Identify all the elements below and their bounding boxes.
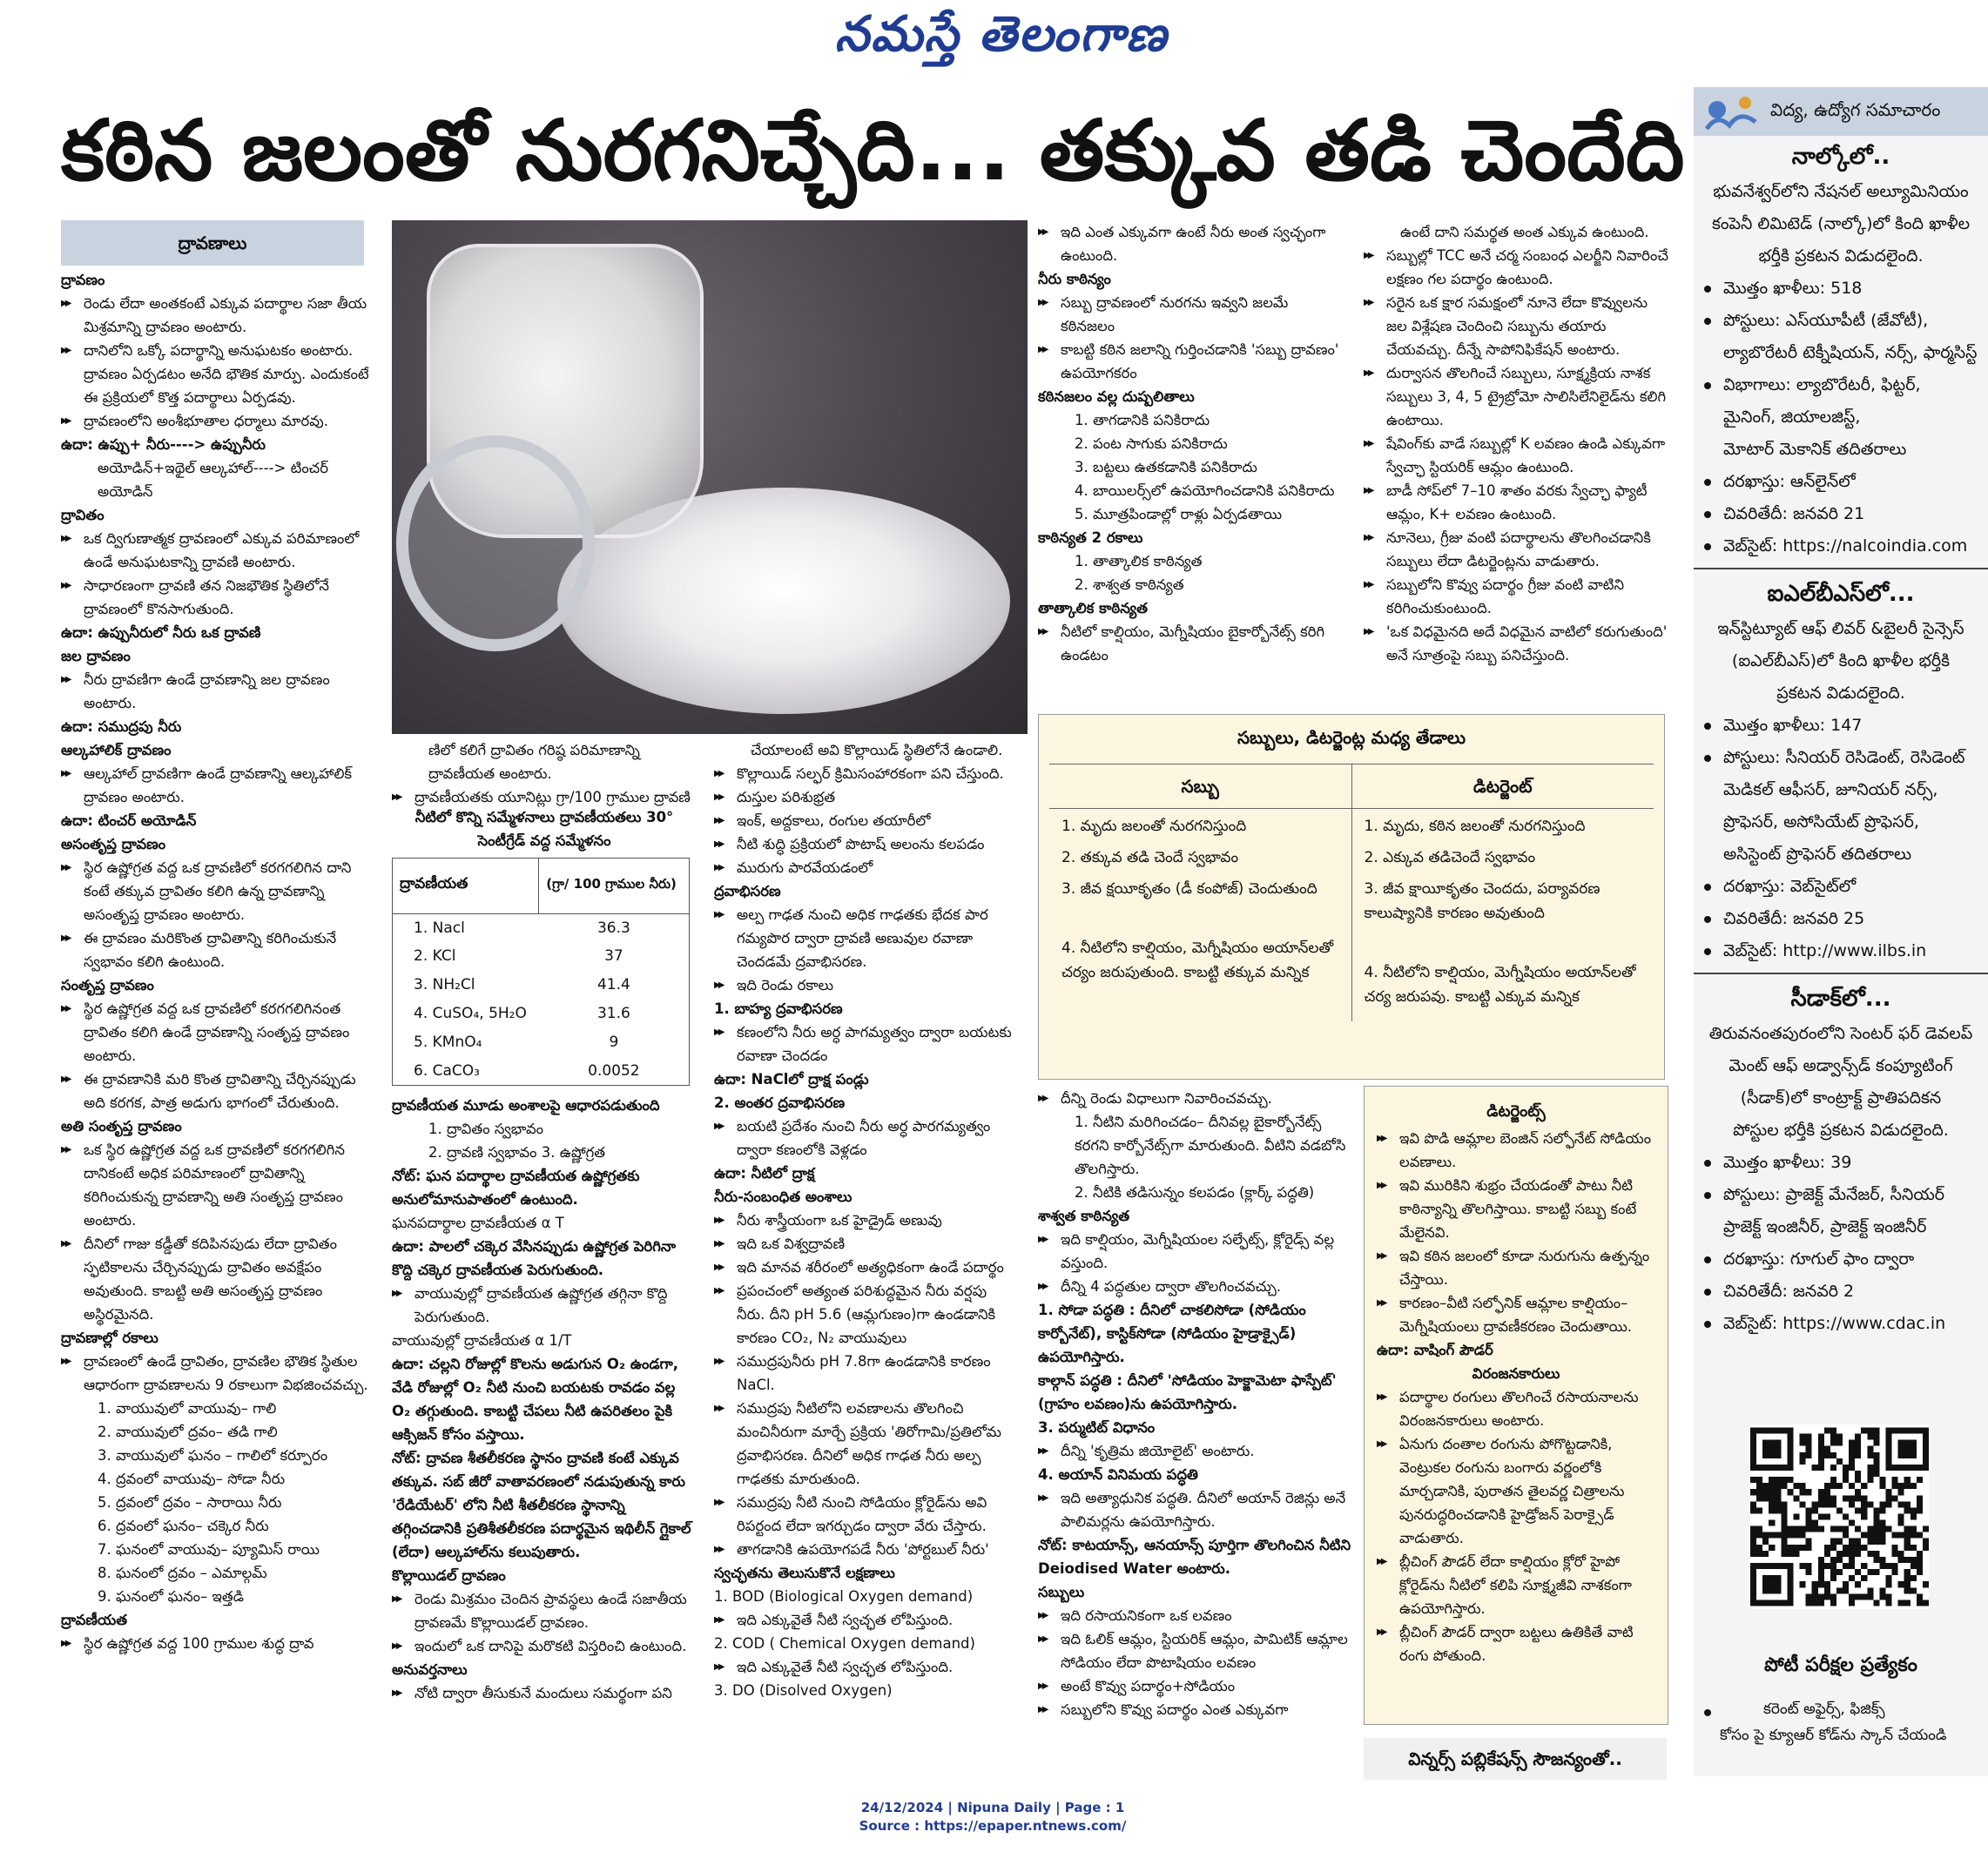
bullet-paragraph: ▶▶ 'ఒక విధమైనది అదే విధమైన వాటిలో కరుగుతుంది' అనే సూత్రంపై సబ్బు పనిచేస్తుంది. — [1364, 620, 1668, 667]
text-line: 2. పంట సాగుకు పనికిరాదు — [1075, 435, 1228, 452]
bullet-paragraph: ▶▶ స్థిర ఉష్ణోగ్రత వద్ద ఒక ద్రావణిలో కరగగలిగిన దాని కంటే తక్కువ ద్రావితం కలిగి ఉన్న ద్రావణాన్ని అసంతృప్త ద్రావణం అంటారు. — [61, 856, 370, 926]
table-row — [393, 942, 690, 971]
jar-lid-image — [396, 435, 595, 651]
bullet-paragraph: ▶▶ నీటిలో కాల్షియం, మెగ్నీషియం బైకార్బోనేట్స్ కరిగి ఉండటం — [1038, 620, 1343, 667]
subheading: 1. సోడా పద్ధతి : దీనిలో చాకలిసోడా (సోడియం కార్బోనేట్), కాస్టిక్‌సోడా (సోడియం హైడ్రాక్సైడ్) ఉపయోగిస్తారు. — [1038, 1302, 1306, 1365]
table-row — [393, 1057, 690, 1086]
bullet-paragraph: ▶▶ ఈ ద్రావణం మరికొంత ద్రావితాన్ని కరిగించుకునే స్వభావం కలిగి ఉంటుంది. — [61, 926, 370, 973]
subheading: ఉదా: చల్లని రోజుల్లో కొలను అడుగున O₂ ఉండగా, వేడి రోజుల్లో O₂ నీటి నుంచి బయటకు రావడం వల్ల O₂ తగ్గుతుంది. కాబట్టి చేపలు నీటి ఉపరితలం పైకి ఆక్సిజన్ కోసం వస్తాయి. — [392, 1356, 679, 1443]
bullet-paragraph: ▶▶ సబ్బులోని కొవ్వు పదార్థం ఎంత ఎక్కువగా — [1038, 1698, 1351, 1721]
bullet-paragraph: ▶▶ కాబట్టి కఠిన జలాన్ని గుర్తించడానికి 'సబ్బు ద్రావణం' ఉపయోగకరం — [1038, 338, 1343, 385]
section-divider — [1694, 568, 1988, 569]
compound-cell: 2. KCl — [414, 947, 456, 966]
subheading: కాల్గాన్ పద్ధతి : దీనిలో 'సోడియం హెక్జామెటా ఫాస్పేట్' (గ్రాహం లవణం)ను ఉపయోగిస్తారు. — [1038, 1372, 1337, 1412]
compound-cell: 3. NH₂Cl — [414, 976, 475, 994]
solubility-cell: 36.3 — [596, 919, 630, 937]
text-line: 2. వాయువులో ద్రవం– తడి గాలి — [98, 1424, 278, 1440]
bullet-paragraph: ▶▶ సబ్బుల్లో TCC అనే చర్మ సంబంధ ఎలర్జీని నివారించే లక్షణం గల పదార్థం ఉంటుంది. — [1364, 244, 1668, 291]
job-detail-item: చివరితేదీ: జనవరి 2 — [1694, 1276, 1988, 1308]
bullet-paragraph: ▶▶ షేవింగ్‌కు వాడే సబ్బుల్లో K లవణం ఉండి ఎక్కువగా స్వేచ్ఛా స్టియరిక్ ఆమ్లం ఉంటుంది. — [1364, 432, 1668, 479]
article-column-2-bottom — [392, 1094, 697, 1768]
table-row — [393, 913, 690, 942]
bullet-paragraph: ▶▶ నీరు శాస్త్రీయంగా ఒక హైడ్రైడ్ అణువు — [714, 1209, 1019, 1232]
subheading: సబ్బులు — [1038, 1584, 1085, 1600]
job-intro-line: ఇన్‌స్టిట్యూట్ ఆఫ్ లివర్ &బైలరీ సైన్సెస్ — [1717, 619, 1964, 638]
qr-caption: పోటీ పరీక్షల ప్రత్యేకం — [1764, 1654, 1917, 1676]
section-title: ద్రావణాలు — [61, 220, 364, 266]
job-detail-item: వెబ్‌సైట్: http://www.ilbs.in — [1694, 935, 1988, 967]
subheading: ఉదా: సముద్రపు నీరు — [61, 718, 182, 735]
job-detail-continuation: ప్రాజెక్ట్ ఇంజినీర్, ప్రాజెక్ట్ ఇంజినీర్ — [1723, 1217, 1927, 1236]
text-line: వాయువుల్లో ద్రావణీయత α 1/T — [392, 1332, 572, 1349]
subheading: ద్రావితం — [61, 507, 104, 523]
bullet-paragraph: ▶▶ సబ్బు ద్రావణంలో నురగను ఇవ్వని జలమే కఠినజలం — [1038, 291, 1343, 338]
text-line: ఘనపదార్థాల ద్రావణీయత α T — [392, 1215, 564, 1231]
bullet-paragraph: ▶▶ సముద్రపునీరు pH 7.8గా ఉండడానికి కారణం NaCl. — [714, 1350, 1019, 1397]
bullet-paragraph: ▶▶ ఏనుగు దంతాల రంగును పోగొట్టడానికి, వెంట్రుకల రంగును బంగారు వర్ణంలోకి మార్చడానికి, పురాతన తైలవర్ణ చిత్రాలను పునరుద్ధరించడానికి హైడ్రోజన్ పెరాక్సైడ్ వాడుతారు. — [1377, 1432, 1655, 1550]
section-divider — [1694, 973, 1988, 974]
job-detail-item: విభాగాలు: ల్యాబొరేటరీ, ఫిట్టర్, — [1694, 369, 1988, 401]
subheading: 2. అంతర ద్రవాభిసరణ — [714, 1094, 846, 1111]
bullet-paragraph: ▶▶ ద్రావణంలోని అంశీభూతాల ధర్మాలు మారవు. — [61, 409, 370, 433]
bullet-paragraph: ▶▶ దీన్ని 4 పద్ధతుల ద్వారా తొలగించవచ్చు. — [1038, 1275, 1351, 1298]
job-detail-item: దరఖాస్తు: ఆన్‌లైన్‌లో — [1694, 466, 1988, 498]
article-column-4-bottom — [1038, 1087, 1351, 1768]
subheading: ఉదా: NaClలో ద్రాక్ష పండ్లు — [714, 1071, 869, 1088]
bullet-paragraph: ▶▶ స్థిర ఉష్ణోగ్రత వద్ద ఒక ద్రావణిలో కరగగలిగినంత ద్రావితం కలిగి ఉండే ద్రావణాన్ని సంతృప్త ద్రావణం అంటారు. — [61, 997, 370, 1067]
job-detail-item: దరఖాస్తు: గూగుల్ ఫాం ద్వారా — [1694, 1243, 1988, 1276]
bullet-paragraph: ▶▶ పదార్థాల రంగులు తొలగించే రసాయనాలను విరంజనకారులు అంటారు. — [1377, 1385, 1655, 1432]
table-head-compound: ద్రావణీయత — [393, 859, 539, 914]
qr-code-icon[interactable] — [1750, 1424, 1929, 1609]
compound-cell: 6. CaCO₃ — [414, 1061, 480, 1080]
subheading: ద్రావణం — [61, 272, 105, 288]
bullet-paragraph: ▶▶ ఒక ద్విగుణాత్మక ద్రావణంలో ఎక్కువ పరిమాణంలో ఉండే అనుఘటకాన్ని ద్రావణి అంటారు. — [61, 527, 370, 574]
bullet-paragraph: ▶▶ ఇది రసాయనికంగా ఒక లవణం — [1038, 1604, 1351, 1627]
bullet-paragraph: ▶▶ సరైన ఒక క్షార సమక్షంలో నూనె లేదా కొవ్వులను జల విశ్లేషణ చెందించి సబ్బును తయారు చేయవచ్చు. దీన్నే సాపోనిఫికేషన్ అంటారు. — [1364, 291, 1668, 361]
subheading: ఉదా: పాలలో చక్కెర వేసినప్పుడు ఉష్ణోగ్రత పెరిగినా కొద్ది చక్కెర ద్రావణీయత పెరుగుతుంది. — [392, 1238, 676, 1278]
comparison-table — [1049, 764, 1654, 1021]
bullet-paragraph: ▶▶ అల్ప గాఢత నుంచి అధిక గాఢతకు భేదక పార గమ్యపొర ద్వారా ద్రావణి అణువుల రవాణా చెందడమే ద్రవాభిసరణ. — [714, 903, 1019, 973]
bullet-paragraph: ▶▶ బయటి ప్రదేశం నుంచి నీరు అర్ధ పారగమ్యత్వం ద్వారా కణంలోకి వెళ్లడం — [714, 1115, 1019, 1162]
text-line: ఉంటే దాని సమర్థత అంత ఎక్కువ ఉంటుంది. — [1400, 224, 1649, 240]
bullet-paragraph: ▶▶ ఒక స్థిర ఉష్ణోగ్రత వద్ద ఒక ద్రావణిలో కరగగలిగిన దానికంటే అధిక పరిమాణంలో ద్రావితాన్ని కరిగించుకున్న ద్రావణాన్ని అతి సంతృప్త ద్రావణం అంటారు. — [61, 1138, 370, 1232]
subheading: జల ద్రావణం — [61, 648, 131, 664]
bullet-paragraph: ▶▶ సముద్రపు నీటి నుంచి సోడియం క్లోరైడ్‌ను అవి రిపర్టంద లేదా ఇగర్చుడం ద్వారా వేరు చేస్తారు. — [714, 1491, 1019, 1538]
job-detail-item: మొత్తం ఖాళీలు: 518 — [1694, 273, 1988, 305]
bullet-paragraph: ▶▶ దుస్తుల పరిశుభ్రత — [714, 785, 1019, 809]
text-line: అయోడిన్+ఇథైల్ ఆల్కహాల్----> టించర్ అయోడిన్ — [98, 460, 329, 500]
subheading: ఉదా: వాషింగ్ పౌడర్ — [1377, 1342, 1493, 1358]
bullet-paragraph: ▶▶ కొల్లాయిడ్ సల్ఫర్ క్రిమిసంహారకంగా పని చేస్తుంది. — [714, 762, 1019, 785]
bullet-paragraph: ▶▶ ఇది రెండు రకాలు — [714, 973, 1019, 997]
job-detail-item: దరఖాస్తు: వెబ్‌సైట్‌లో — [1694, 871, 1988, 903]
subheading: ఉదా: ఉప్పునీరులో నీరు ఒక ద్రావణి — [61, 624, 261, 641]
bullet-paragraph: ▶▶ ఇది కాల్షియం, మెగ్నీషియంల సల్ఫేట్స్, క్లోరైడ్స్ వల్ల వస్తుంది. — [1038, 1228, 1351, 1275]
qr-note-line2: కోసం పై క్యూఆర్ కోడ్‌ను స్కాన్ చేయండి — [1720, 1727, 1947, 1744]
article-column-3 — [714, 738, 1019, 1768]
credit-banner: విన్నర్స్ పబ్లికేషన్స్ సౌజన్యంతో.. — [1364, 1738, 1667, 1780]
subheading: తాత్కాలిక కాఠిన్యత — [1038, 600, 1149, 616]
subheading: ఉదా: నీటిలో ద్రాక్ష — [714, 1165, 815, 1182]
subheading: నోట్: కాటయాన్స్, ఆనయాన్స్ పూర్తిగా తొలగించిన నీటిని Deiodised Water అంటారు. — [1038, 1537, 1351, 1577]
job-detail-item: చివరితేదీ: జనవరి 21 — [1694, 498, 1988, 530]
detergents-text — [1365, 1127, 1668, 1710]
text-line: 2. శాశ్వత కాఠిన్యత — [1075, 576, 1184, 593]
article-column-5 — [1364, 220, 1668, 708]
table-head-unit: (గ్రా/ 100 గ్రాముల నీరు) — [539, 859, 690, 914]
text-line: 2. నీటికి తడిసున్నం కలపడం (క్లార్క్ పద్ధతి) — [1075, 1184, 1315, 1201]
bullet-paragraph: ▶▶ బ్లీచింగ్ పౌడర్ లేదా కాల్షియం క్లోరో హైపో క్లోరైడ్‌ను నీటిలో కలిపి సూక్ష్మజీవి నాశకంగా ఉపయోగిస్తారు. — [1377, 1550, 1655, 1620]
text-line: 5. మూత్రపిండాల్లో రాళ్లు ఏర్పడతాయి — [1075, 506, 1283, 522]
text-line: 5. ద్రవంలో ద్రవం – సారాయి నీరు — [98, 1494, 282, 1511]
text-line: చేయాలంటే అవి కొల్లాయిడ్ స్థితిలోనే ఉండాలి. — [751, 742, 1003, 758]
subheading: నీరు-సంబంధిత అంశాలు — [714, 1189, 852, 1205]
job-detail-item: పోస్టులు: సీనియర్ రెసిడెంట్, రెసిడెంట్ — [1694, 742, 1988, 774]
article-column-2-top — [392, 738, 697, 808]
bullet-paragraph: ▶▶ ప్రపంచంలో అత్యంత పరిశుద్ధమైన నీరు వర్షపు నీరు. దీని pH 5.6 (ఆమ్లగుణం)గా ఉండడానికి కారణం CO₂, N₂ వాయువులు — [714, 1279, 1019, 1350]
bullet-paragraph: ▶▶ స్థిర ఉష్ణోగ్రత వద్ద 100 గ్రాముల శుద్ధ ద్రావ — [61, 1632, 370, 1655]
career-logo-icon — [1700, 91, 1762, 134]
subheading: నీరు కాఠిన్యం — [1038, 271, 1111, 287]
job-detail-item: వెబ్‌సైట్: https://nalcoindia.com — [1694, 530, 1988, 562]
job-intro-line: (ఐఎల్‌బీఎస్)లో కింది ఖాళీల భర్తీకి — [1731, 651, 1951, 670]
text-line: 4. ద్రవంలో వాయువు– సోడా నీరు — [98, 1471, 286, 1487]
text-line: 1. తాత్కాలిక కాఠిన్యత — [1075, 553, 1203, 569]
qr-note-bullet — [1694, 1696, 1988, 1722]
bullet-paragraph: ▶▶ సాధారణంగా ద్రావణి తన నిజభౌతిక స్థితిలోనే ద్రావణంలో కొనసాగుతుంది. — [61, 574, 370, 621]
solubility-table — [392, 858, 690, 1086]
qr-note — [1694, 1696, 1988, 1748]
bullet-paragraph: ▶▶ ఇది అత్యాధునిక పద్ధతి. దీనిలో అయాన్ రెజిన్లు అనే పాలిమర్లను ఉపయోగిస్తారు. — [1038, 1486, 1351, 1533]
page-footer — [784, 1799, 1202, 1835]
text-line: 1. ద్రావితం స్వభావం — [428, 1121, 544, 1137]
table-row — [393, 971, 690, 1000]
job-detail-item: చివరితేదీ: జనవరి 25 — [1694, 903, 1988, 935]
text-line: 6. ద్రవంలో ఘనం– చక్కెర నీరు — [98, 1518, 269, 1534]
solubility-cell: 31.6 — [596, 1005, 630, 1023]
bullet-paragraph: ▶▶ ఇంక్, అద్దకాలు, రంగుల తయారీలో — [714, 809, 1019, 832]
bullet-paragraph: ▶▶ దీనిలో గాజు కడ్డీతో కదిపినపుడు లేదా ద్రావితం స్ఫటికాలను చేర్చినప్పుడు ద్రావితం అవక్షేపం అవుతుంది. కాబట్టి అతి అసంతృప్త ద్రావణం అస్థిరమైనది. — [61, 1232, 370, 1326]
soap-properties — [1049, 809, 1351, 1022]
job-intro-line: మెంట్ ఆఫ్ అడ్వాన్స్‌డ్ కంప్యూటింగ్ — [1729, 1056, 1953, 1075]
job-detail-item: మొత్తం ఖాళీలు: 147 — [1694, 710, 1988, 742]
bullet-paragraph: ▶▶ నూనెలు, గ్రీజు వంటి పదార్థాలను తొలగించడానికి సబ్బులు లేదా డిటర్జెంట్లను వాడుతారు. — [1364, 526, 1668, 573]
text-line: ణిలో కలిగే ద్రావితం గరిష్ఠ పరిమాణాన్ని ద్రావణీయత అంటారు. — [428, 742, 640, 782]
solubility-cell: 37 — [604, 947, 623, 966]
subheading: నోట్: ద్రావణ శీతలీకరణ స్థానం ద్రావణి కంటే ఎక్కువ తక్కువ. సబ్ జీరో వాతావరణంలో నడుపుతున్న కారు 'రేడియేటర్' లోని నీటి శీతలీకరణ స్థానాన్ని తగ్గించడానికి ప్రతిశీతలీకరణ పదార్థమైన ఇథిలీన్ గ్లైకాల్ (లేదా) ఆల్కహాల్‌ను కలుపుతారు. — [392, 1450, 691, 1560]
text-line: 1. నీటిని మరిగించడం– దీనివల్ల బైకార్బోనేట్స్ కరగని కార్బోనేట్స్‌గా మారుతుంది. వీటిని వడబోసి తొలగిస్తారు. — [1075, 1114, 1346, 1177]
bullet-paragraph: ▶▶ దీన్ని రెండు విధాలుగా నివారించవచ్చు. — [1038, 1087, 1351, 1110]
solubility-cell: 9 — [609, 1034, 619, 1052]
bullet-paragraph: ▶▶ ఇది ఓలిక్ ఆమ్లం, స్టియరిక్ ఆమ్లం, పామిటిక్ ఆమ్లాల సోడియం లేదా పొటాషియం లవణం — [1038, 1627, 1351, 1674]
subheading: ఉదా: ఉప్పు+ నీరు----> ఉప్పునీరు — [61, 436, 266, 453]
bullet-paragraph: ▶▶ ఈ ద్రావణానికి మరి కొంత ద్రావితాన్ని చేర్చినప్పుడు అది కరగక, పాత్ర అడుగు భాగంలో చేరుతుంది. — [61, 1067, 370, 1115]
bullet-paragraph: ▶▶ మురుగు పారవేయడంలో — [714, 856, 1019, 879]
bullet-paragraph: ▶▶ ఇది ఎంత ఎక్కువగా ఉంటే నీరు అంత స్వచ్ఛంగా ఉంటుంది. — [1038, 220, 1343, 267]
text-line: 3. బట్టలు ఉతకడానికి పనికిరాదు — [1075, 459, 1257, 475]
job-intro-line: తిరువనంతపురంలోని సెంటర్ ఫర్ డెవలప్ — [1708, 1024, 1973, 1043]
job-section-title: ఐఎల్‌బీఎస్‌లో... — [1767, 581, 1915, 607]
comparison-item: 2. తక్కువ తడి చెందే స్వభావం — [1061, 849, 1239, 866]
table-row — [393, 1000, 690, 1028]
subheading: కఠినజలం వల్ల దుష్పలితాలు — [1038, 388, 1195, 405]
subheading: విరంజనకారులు — [1472, 1365, 1560, 1382]
job-detail-continuation: మెడికల్ ఆఫీసర్, జూనియర్ నర్స్, — [1723, 780, 1938, 799]
qr-note-line1: కరెంట్ అఫైర్స్, ఫిజిక్స్ — [1763, 1700, 1885, 1718]
text-line: 2. ద్రావణి స్వభావం 3. ఉష్ణోగ్రత — [428, 1144, 606, 1161]
bullet-paragraph: ▶▶ రెండు మిశ్రమం చెందిన ప్రావస్థలు ఉండే సజాతీయ ద్రావణమే కొల్లాయిడల్ ద్రావణం. — [392, 1587, 697, 1634]
text-line: 1. వాయువులో వాయువు– గాలి — [98, 1400, 277, 1417]
subheading: ఆల్కహాలిక్ ద్రావణం — [61, 742, 172, 758]
comparison-title: సబ్బులు, డిటర్జెంట్ల మధ్య తేడాలు — [1237, 727, 1466, 748]
headline: కఠిన జలంతో నురగనిచ్చేది... తక్కువ తడి చెందేది — [61, 102, 1685, 199]
job-detail-continuation: మోటార్ మెకానిక్ తదితరాలు — [1723, 440, 1907, 459]
job-detail-item: పోస్టులు: ప్రాజెక్ట్ మేనేజర్, సీనియర్ — [1694, 1179, 1988, 1211]
bullet-paragraph: ▶▶ ఇది ఎక్కువైతే నీటి స్వచ్ఛత లోపిస్తుంది. — [714, 1608, 1019, 1632]
comparison-item: 3. జీవ క్షాయీకృతం చెందదు, పర్యావరణ కాలుష్యానికి కారణం అవుతుంది — [1364, 880, 1601, 922]
subheading: అతి సంతృప్త ద్రావణం — [61, 1118, 182, 1135]
bullet-paragraph: ▶▶ ఇది మానవ శరీరంలో అత్యధికంగా ఉండే పదార్థం — [714, 1256, 1019, 1279]
subheading: ద్రావణీయత — [61, 1612, 128, 1628]
comparison-head-detergent: డిటర్జెంట్ — [1351, 764, 1654, 809]
job-intro-line: ప్రకటన విడుదలైంది. — [1776, 684, 1905, 703]
subheading: స్వచ్ఛతను తెలుసుకొనే లక్షణాలు — [714, 1565, 895, 1581]
subheading: కాఠిన్యత 2 రకాలు — [1038, 529, 1143, 546]
subheading: సంతృప్త ద్రావణం — [61, 977, 154, 993]
job-intro-line: (సీడాక్)లో కాంట్రాక్ట్ ప్రాతిపదికన — [1740, 1088, 1942, 1108]
soap-detergent-comparison-box — [1038, 714, 1665, 1080]
bullet-paragraph: ▶▶ కణంలోని నీరు అర్ధ పాగమ్యత్వం ద్వారా బయటకు రవాణా చెందడం — [714, 1020, 1019, 1067]
detergents-title: డిటర్జెంట్స్ — [1486, 1102, 1546, 1121]
bullet-paragraph: ▶▶ సబ్బులోని కొవ్వు పదార్థం గ్రీజు వంటి వాటిని కరిగించుకుంటుంది. — [1364, 573, 1668, 620]
bullet-paragraph: ▶▶ ఇందులో ఒక దానిపై మరొకటి విస్తరించి ఉంటుంది. — [392, 1634, 697, 1658]
job-detail-continuation: అసిస్టెంట్ ప్రొఫెసర్ తదితరాలు — [1723, 845, 1912, 864]
job-detail-item: వెబ్‌సైట్: https://www.cdac.in — [1694, 1308, 1988, 1340]
bullet-paragraph: ▶▶ దీన్ని 'కృత్రిమ జియోలైట్' అంటారు. — [1038, 1439, 1351, 1463]
subheading: ద్రవాభిసరణ — [714, 883, 781, 899]
text-line: 3. వాయువులో ఘనం – గాలిలో కర్పూరం — [98, 1447, 328, 1464]
footer-date-line: 24/12/2024 | Nipuna Daily | Page : 1 — [860, 1800, 1125, 1815]
bullet-paragraph: ▶▶ ఇవి పొడి ఆమ్లాల బెంజిన్ సల్ఫోనేట్ సోడియం లవణాలు. — [1377, 1127, 1655, 1174]
bullet-paragraph: ▶▶ నోటి ద్వారా తీసుకునే మందులు సమర్థంగా పని — [392, 1681, 697, 1705]
subheading: అసంతృప్త ద్రావణం — [61, 836, 166, 852]
job-intro-line: భర్తీకి ప్రకటన విడుదలైంది. — [1758, 246, 1924, 266]
bullet-paragraph: ▶▶ రెండు లేదా అంతకంటే ఎక్కువ పదార్థాల సజా తీయ మిశ్రమాన్ని ద్రావణం అంటారు. — [61, 292, 370, 339]
subheading: ఉదా: టించర్ అయోడిన్ — [61, 812, 197, 829]
job-detail-continuation: ల్యాబొరేటరీ టెక్నీషియన్, నర్స్, ఫార్మసిస్ట్ — [1723, 343, 1978, 362]
bullet-paragraph: ▶▶ వాయువుల్లో ద్రావణీయత ఉష్ణోగ్రత తగ్గినా కొద్ది పెరుగుతుంది. — [392, 1282, 697, 1329]
subheading: కొల్లాయిడల్ ద్రావణం — [392, 1567, 506, 1584]
bullet-paragraph: ▶▶ ఇది ఒక విశ్వద్రావణి — [714, 1232, 1019, 1256]
text-line: 2. COD ( Chemical Oxygen demand) — [714, 1635, 975, 1652]
job-detail-continuation: ప్రొఫెసర్, అసోసియేట్ ప్రొఫెసర్, — [1723, 812, 1919, 832]
comparison-head-soap: సబ్బు — [1049, 764, 1351, 809]
comparison-item: 2. ఎక్కువ తడిచెందే స్వభావం — [1364, 849, 1536, 866]
solubility-table-title: నీటిలో కొన్ని సమ్మేళనాలు ద్రావణీయతలు 30° సెంటీగ్రేడ్ వద్ద సమ్మేళనం — [414, 809, 674, 849]
compound-cell: 1. Nacl — [414, 919, 465, 937]
comparison-item: 3. జీవ క్షయీకృతం (డీ కంపోజ్) చెందుతుంది — [1061, 880, 1317, 898]
detergents-box — [1364, 1086, 1668, 1725]
text-line: 4. బాయిలర్స్‌లో ఉపయోగించడానికి పనికిరాదు — [1075, 482, 1335, 499]
job-detail-continuation: మైనింగ్, జియాలజిస్ట్, — [1723, 407, 1861, 427]
text-line: 3. DO (Disolved Oxygen) — [714, 1682, 893, 1699]
job-intro-line: కంపెనీ లిమిటెడ్ (నాల్కో)లో కింది ఖాళీల — [1711, 214, 1971, 233]
sidebar-header-label: విద్య, ఉద్యోగ సమాచారం — [1770, 99, 1941, 120]
bullet-paragraph: ▶▶ కారణం–వీటి సల్ఫోనిక్ ఆమ్లాల కాల్షియం– మెగ్నీషియంలు ద్రావణీకరణం చెందుతాయి. — [1377, 1291, 1655, 1338]
text-line: 7. ఘనంలో వాయువు– ప్యూమిస్ రాయి — [98, 1541, 320, 1558]
footer-source-line: Source : https://epaper.ntnews.com/ — [859, 1818, 1127, 1834]
bullet-paragraph: ▶▶ దుర్వాసన తొలగించే సబ్బులు, సూక్ష్మక్రియ నాశక సబ్బులు 3, 4, 5 ట్రైబ్రోమో సాలిసిలేనిలైడ్‌ను కలిగి ఉంటాయి. — [1364, 361, 1668, 432]
masthead-logo: నమస్తే తెలంగాణ — [834, 5, 1169, 63]
subheading: 3. పర్ముటిట్ విధానం — [1038, 1419, 1156, 1436]
job-detail-item: పోస్టులు: ఎస్‌యూపీటీ (జేవోటీ), — [1694, 305, 1988, 337]
subheading: 4. అయాన్ వినిమయ పద్ధతి — [1038, 1466, 1198, 1483]
text-line: 1. తాగడానికి పనికిరాదు — [1075, 412, 1210, 428]
subheading: ద్రావణీయత మూడు అంశాలపై ఆధారపడుతుంది — [392, 1097, 660, 1114]
bullet-paragraph: ▶▶ ఇవి కఠిన జలంలో కూడా నురుగును ఉత్పన్నం చేస్తాయి. — [1377, 1244, 1655, 1291]
text-line: 9. ఘనంలో ఘనం– ఇత్తడి — [98, 1588, 244, 1605]
job-section-title: సీడాక్‌లో... — [1790, 986, 1891, 1012]
bullet-paragraph: ▶▶ ఇవి మురికిని శుభ్రం చేయడంతో పాటు నీటి కాఠిన్యాన్ని తొలగిస్తాయి. కాబట్టి సబ్బు కంటే మేలైనవి. — [1377, 1174, 1655, 1244]
article-column-1 — [61, 268, 370, 1766]
bullet-paragraph: ▶▶ నీరు ద్రావణిగా ఉండే ద్రావణాన్ని జల ద్రావణం అంటారు. — [61, 668, 370, 715]
comparison-item: 4. నీటిలోని కాల్షియం, మెగ్నీషియం అయాన్‌లతో చర్యం జరుపుతుంది. కాబట్టి తక్కువ మన్నిక — [1061, 939, 1334, 981]
bullet-paragraph: ▶▶ బాడీ సోప్‌లో 7–10 శాతం వరకు స్వేచ్ఛా ఫ్యాటీ ఆమ్లం, K+ లవణం ఉంటుంది. — [1364, 479, 1668, 526]
bullet-paragraph: ▶▶ దానిలోని ఒక్కో పదార్థాన్ని అనుఘటకం అంటారు. ద్రావణం ఏర్పడటం అనేది భౌతిక మార్పు. ఎందుకంటే ఈ ప్రక్రియలో కొత్త పదార్థాలు ఏర్పడవు. — [61, 339, 370, 409]
bullet-paragraph: ▶▶ ఇది ఎక్కువైతే నీటి స్వచ్ఛత లోపిస్తుంది. — [714, 1655, 1019, 1679]
bullet-paragraph: ▶▶ బ్లీచింగ్ పౌడర్ ద్వారా బట్టలు ఉతికితే వాటి రంగు పోతుంది. — [1377, 1620, 1655, 1667]
subheading: 1. బాహ్య ద్రవాభిసరణ — [714, 1000, 843, 1017]
subheading: అనువర్తనాలు — [392, 1661, 468, 1678]
subheading: నోట్: ఘన పదార్థాల ద్రావణీయత ఉష్ణోగ్రతకు అనులోమానుపాతంలో ఉంటుంది. — [392, 1168, 640, 1208]
job-intro-line: పోస్టుల భర్తీకి ప్రకటన విడుదలైంది. — [1733, 1121, 1949, 1140]
solubility-cell: 0.0052 — [588, 1061, 640, 1080]
jobs-listing — [1694, 138, 1988, 1418]
compound-cell: 5. KMnO₄ — [414, 1034, 482, 1052]
subheading: ద్రావణాల్లో రకాలు — [61, 1330, 158, 1346]
detergent-properties — [1351, 809, 1654, 1022]
bullet-paragraph: ▶▶ ద్రావణీయతకు యూనిట్లు గ్రా/100 గ్రాముల ద్రావణి — [392, 785, 697, 808]
bullet-paragraph: ▶▶ ఆల్కహాల్ ద్రావణిగా ఉండే ద్రావణాన్ని ఆల్కహాలిక్ ద్రావణం అంటారు. — [61, 762, 370, 809]
comparison-item: 4. నీటిలోని కాల్షియం, మెగ్నీషియం అయాన్‌లతో చర్య జరుపవు. కాబట్టి ఎక్కువ మన్నిక — [1364, 964, 1636, 1006]
solubility-cell: 41.4 — [596, 976, 630, 994]
bullet-paragraph: ▶▶ అంటే కొవ్వు పదార్థం+సోడియం — [1038, 1674, 1351, 1698]
subheading: శాశ్వత కాఠిన్యత — [1038, 1208, 1130, 1224]
article-column-4-top — [1038, 220, 1343, 708]
bullet-paragraph: ▶▶ సముద్రపు నీటిలోని లవణాలను తొలగించి మంచినీరుగా మార్చే ప్రక్రియ 'తిరోగామి/ప్రతిలోమ ద్రవాభిసరణ. దీనిలో అధిక గాఢత నీరు అల్ప గాఢతకు మారుతుంది. — [714, 1397, 1019, 1491]
table-row — [393, 1028, 690, 1057]
bullet-paragraph: ▶▶ నీటి శుద్ధి ప్రక్రియలో పొటాష్ అలంను కలపడం — [714, 832, 1019, 856]
bullet-paragraph: ▶▶ ద్రావణంలో ఉండే ద్రావితం, ద్రావణిల భౌతిక స్థితుల ఆధారంగా ద్రావణాలను 9 రకాలుగా విభజించవచ్చు. — [61, 1350, 370, 1397]
job-intro-line: భువనేశ్వర్‌లోని నేషనల్ అల్యూమినియం — [1713, 182, 1969, 201]
text-line: 8. ఘనంలో ద్రవం – ఎమాల్గమ్ — [98, 1565, 267, 1581]
comparison-item: 1. మృదు జలంతో నురగనిస్తుంది — [1061, 818, 1247, 835]
comparison-item: 1. మృదు, కఠిన జలంతో నురగనిస్తుంది — [1364, 818, 1586, 835]
text-line: 1. BOD (Biological Oxygen demand) — [714, 1588, 974, 1605]
bullet-paragraph: ▶▶ తాగడానికి ఉపయోగపడే నీరు 'పోర్టబుల్ నీరు' — [714, 1538, 1019, 1561]
compound-cell: 4. CuSO₄, 5H₂O — [414, 1005, 527, 1023]
job-section-title: నాల్కోలో.. — [1791, 144, 1890, 170]
job-detail-item: మొత్తం ఖాళీలు: 39 — [1694, 1147, 1988, 1179]
